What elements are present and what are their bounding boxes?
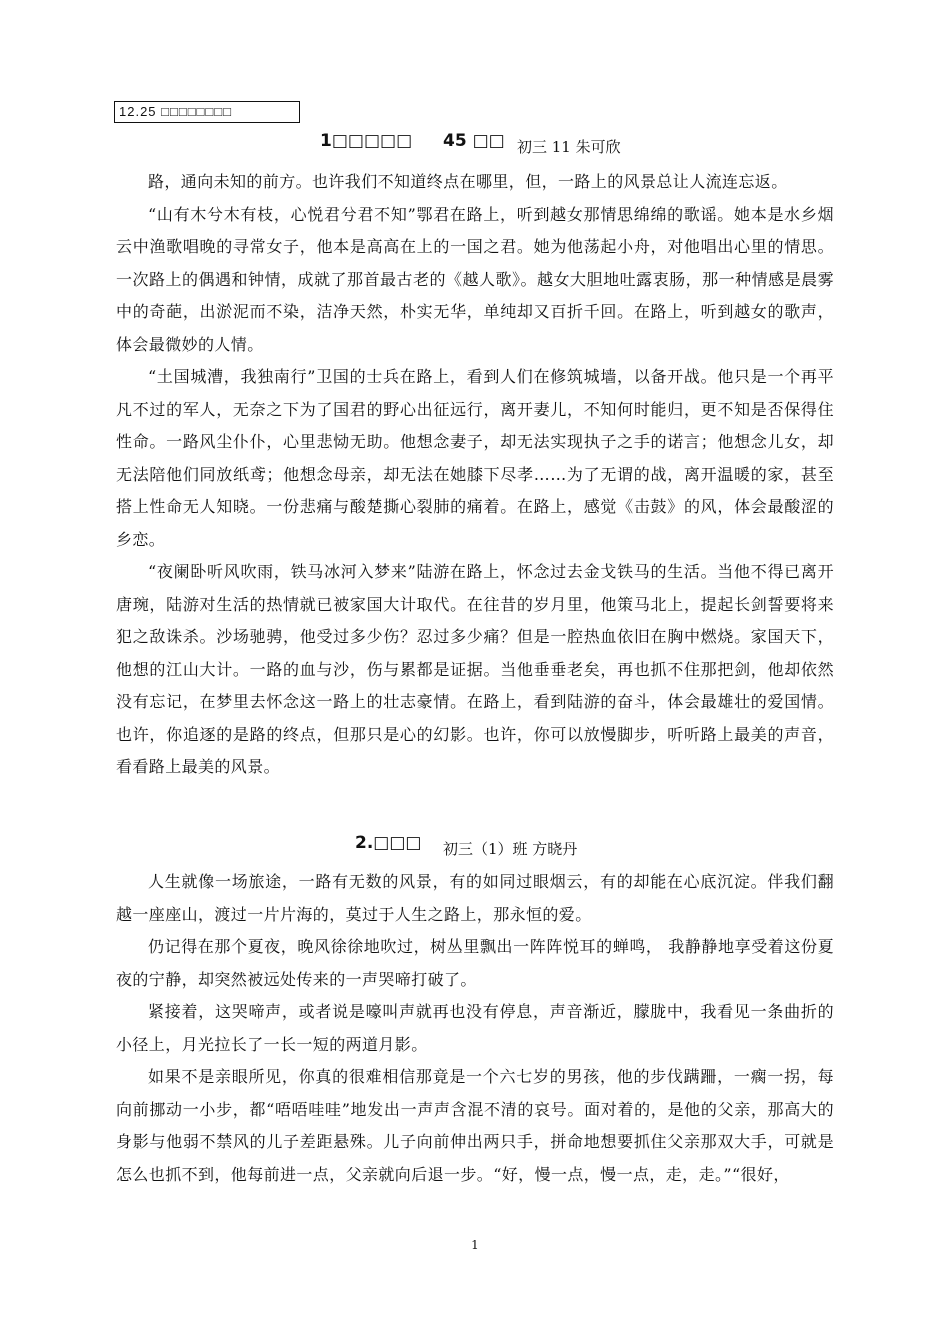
essay1-paragraph: 路，通向未知的前方。也许我们不知道终点在哪里，但，一路上的风景总让人流连忘返。 [148,172,788,191]
essay1-score: 45 □□ [443,131,505,151]
essay1-paragraph: “土国城漕，我独南行”卫国的士兵在路上，看到人们在修筑城墙，以备开战。他只是一个再平凡不过的军人，无奈之下为了国君的野心出征远行，离开妻儿，不知何时能归，更不知是否保得住性命。一路风尘仆仆，心里悲恸无助。他想念妻子，却无法实现执子之手的诺言；他想念儿女，却无法陪他们同放纸鸢；他想念母亲，却无法在她膝下尽孝……为了无谓的战，离开温暖的家，甚至搭上性命无人知晓。一份悲痛与酸楚撕心裂肺的痛着。在路上，感觉《击鼓》的风，体会最酸涩的乡恋。 [116,367,834,549]
essay2-paragraph: 如果不是亲眼所见，你真的很难相信那竟是一个六七岁的男孩，他的步伐蹒跚，一瘸一拐，每向前挪动一小步，都“唔唔哇哇”地发出一声声含混不清的哀号。面对着的，是他的父亲，那高大的身影与他弱不禁风的儿子差距悬殊。儿子向前伸出两只手，拼命地想要抓住父亲那双大手，可就是怎么也抓不到，他每前进一点，父亲就向后退一步。“好，慢一点，慢一点，走，走。”“很好， [116,1067,834,1184]
essay1-paragraph: “山有木兮木有枝，心悦君兮君不知”鄂君在路上，听到越女那情思绵绵的歌谣。她本是水乡烟云中渔歌唱晚的寻常女子，他本是高高在上的一国之君。她为他荡起小舟，对他唱出心里的情思。一次路上的偶遇和钟情，成就了那首最古老的《越人歌》。越女大胆地吐露衷肠，那一种情感是晨雾中的奇葩，出淤泥而不染，洁净天然，朴实无华，单纯却又百折千回。在路上，听到越女的歌声，体会最微妙的人情。 [116,204,834,354]
essay1-author: 初三 11 朱可欣 [517,138,621,156]
date-label-box: 12.25 □□□□□□□□ [114,101,300,123]
page-number: 1 [471,1238,479,1252]
essay2-title: 2.□□□ [355,833,422,853]
essay1-title-line [0,130,950,156]
essay2-paragraph: 紧接着，这哭啼声，或者说是嚎叫声就再也没有停息，声音渐近，朦胧中，我看见一条曲折的小径上，月光拉长了一长一短的两道月影。 [116,1002,834,1054]
essay1-body [116,166,834,784]
essay2-paragraph: 人生就像一场旅途，一路有无数的风景，有的如同过眼烟云，有的却能在心底沉淀。伴我们翻越一座座山，渡过一片片海的，莫过于人生之路上，那永恒的爱。 [116,872,834,924]
essay2-author: 初三（1）班 方晓丹 [443,840,578,858]
essay2-paragraph: 仍记得在那个夏夜，晚风徐徐地吹过，树丛里飘出一阵阵悦耳的蝉鸣， 我静静地享受着这份夏夜的宁静，却突然被远处传来的一声哭啼打破了。 [116,937,834,989]
essay2-body [116,866,834,1191]
essay2-title-line [0,832,950,858]
essay1-paragraph: “夜阑卧听风吹雨，铁马冰河入梦来”陆游在路上，怀念过去金戈铁马的生活。当他不得已离开唐琬，陆游对生活的热情就已被家国大计取代。在往昔的岁月里，他策马北上，提起长剑誓要将来犯之敌诛杀。沙场驰骋，他受过多少伤？忍过多少痛？但是一腔热血依旧在胸中燃烧。家国天下，他想的江山大计。一路的血与沙，伤与累都是证据。当他垂垂老矣，再也抓不住那把剑，他却依然没有忘记，在梦里去怀念这一路上的壮志豪情。在路上，看到陆游的奋斗，体会最雄壮的爱国情。也许，你追逐的是路的终点，但那只是心的幻影。也许，你可以放慢脚步，听听路上最美的声音，看看路上最美的风景。 [116,562,834,776]
essay1-title: 1□□□□□ [320,131,413,151]
